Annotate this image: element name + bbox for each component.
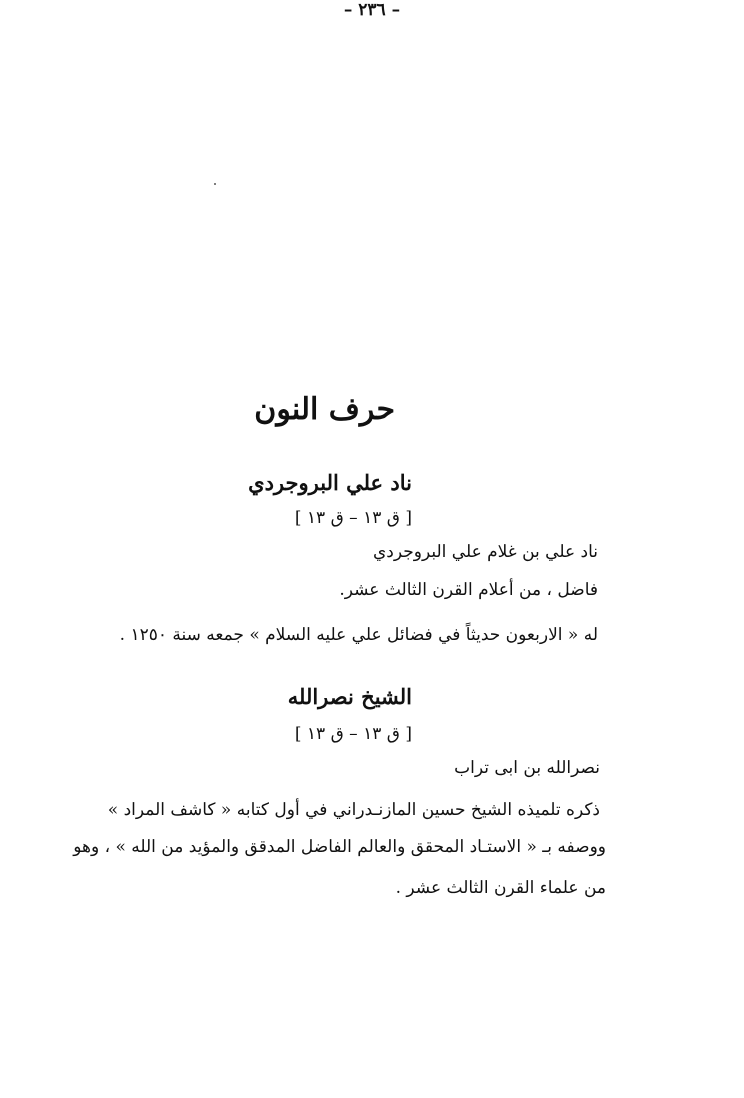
scan-speck [214,183,216,185]
page-number: – ٢٣٦ – [343,0,401,20]
entry-text-line: ووصفه بـ « الاستـاد المحقق والعالم الفاضل المدقق والمؤيد من الله » ، وهو [73,837,606,857]
entry-text-line: ناد علي بن غلام علي البروجردي [372,542,598,562]
entry-text-line: فاضل ، من أعلام القرن الثالث عشر. [339,580,598,600]
entry-dates: [ ق ١٣ – ق ١٣ ] [294,508,412,528]
entry-name: الشيخ نصرالله [287,684,412,709]
entry-text-line: ذكره تلميذه الشيخ حسين المازنـدراني في أول كتابه « كاشف المراد » [107,800,600,820]
chapter-title: حرف النون [254,392,395,427]
entry-name: ناد علي البروجردي [248,470,412,495]
entry-text-line: له « الاربعون حديثاً في فضائل علي عليه السلام » جمعه سنة ١٢٥٠ . [119,625,598,645]
entry-text-line: من علماء القرن الثالث عشر . [395,878,606,898]
entry-dates: [ ق ١٣ – ق ١٣ ] [294,724,412,744]
entry-text-line: نصرالله بن ابى تراب [454,758,600,778]
